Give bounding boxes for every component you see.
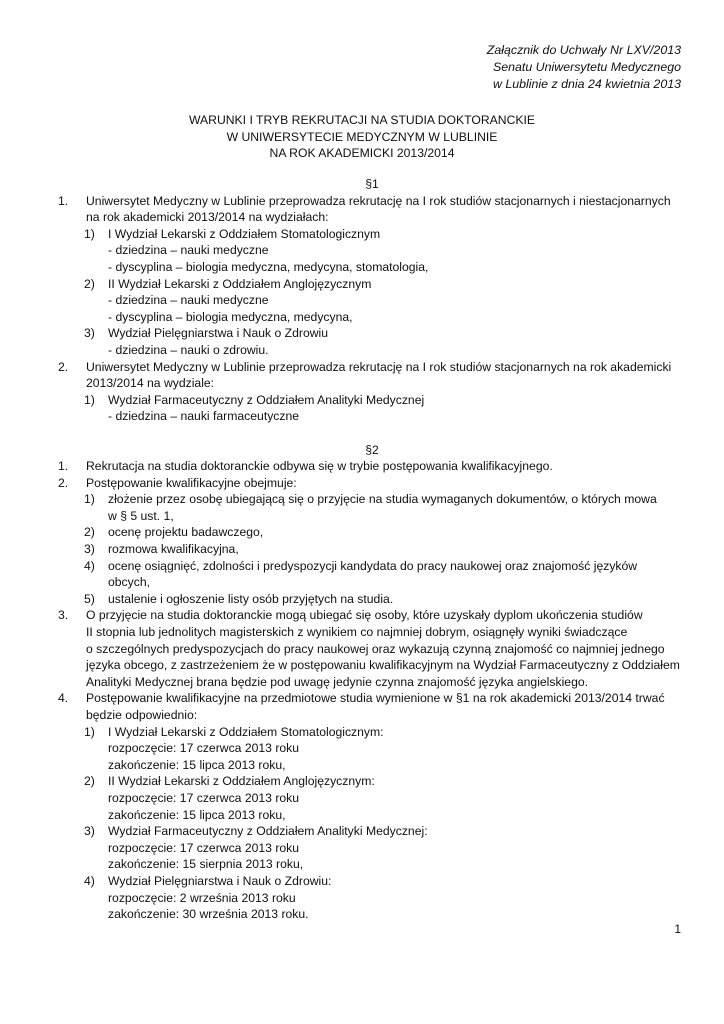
point-text-line: na rok akademicki 2013/2014 na wydziałach: bbox=[86, 210, 329, 225]
item-detail: - dziedzina – nauki medyczne bbox=[108, 243, 269, 258]
point-text-line: 2013/2014 na wydziale: bbox=[86, 376, 215, 391]
item-number: 3) bbox=[84, 542, 95, 557]
item-detail: - dziedzina – nauki farmaceutyczne bbox=[108, 409, 300, 424]
item-text: I Wydział Lekarski z Oddziałem Stomatologicznym: bbox=[108, 724, 384, 739]
point-number: 4. bbox=[58, 691, 69, 706]
point-text-line: O przyjęcie na studia doktoranckie mogą ubiegać się osoby, które uzyskały dyplom ukończenia studiów bbox=[86, 608, 643, 623]
start-date: rozpoczęcie: 2 września 2013 roku bbox=[108, 890, 296, 905]
s2-item-1 bbox=[62, 491, 682, 524]
title-line-3: NA ROK AKADEMICKI 2013/2014 bbox=[269, 146, 455, 160]
item-number: 1) bbox=[84, 392, 95, 407]
item-number: 2) bbox=[84, 774, 95, 789]
s1-p2-item-1 bbox=[62, 392, 682, 425]
document-body bbox=[58, 176, 682, 923]
s2-p4-item-2 bbox=[62, 773, 682, 823]
s2-point-3 bbox=[58, 607, 682, 690]
point-text-line: Uniwersytet Medyczny w Lublinie przeprowadza rekrutację na I rok studiów stacjonarnych i niestacjonarnych bbox=[86, 193, 671, 208]
item-text: Wydział Pielęgniarstwa i Nauk o Zdrowiu bbox=[108, 326, 329, 341]
s2-point-4 bbox=[58, 690, 682, 723]
s2-p4-item-1 bbox=[62, 724, 682, 774]
point-text-line: Postępowanie kwalifikacyjne na przedmiotowe studia wymienione w §1 na rok akademicki 2013/2014 trwać bbox=[86, 691, 665, 706]
section-1-heading: §1 bbox=[365, 177, 379, 191]
section-2-heading: §2 bbox=[365, 442, 379, 457]
item-number: 1) bbox=[84, 226, 95, 241]
end-date: zakończenie: 15 lipca 2013 roku, bbox=[108, 757, 286, 772]
header-line-3: w Lublinie z dnia 24 kwietnia 2013 bbox=[492, 77, 681, 91]
point-number: 3. bbox=[58, 608, 69, 623]
header-line-2: Senatu Uniwersytetu Medycznego bbox=[492, 60, 681, 74]
item-number: 1) bbox=[84, 724, 95, 739]
start-date: rozpoczęcie: 17 czerwca 2013 roku bbox=[108, 840, 300, 855]
item-detail: - dyscyplina – biologia medyczna, medycyna, bbox=[108, 309, 353, 324]
s1-point-1 bbox=[58, 193, 682, 226]
item-number: 2) bbox=[84, 525, 95, 540]
item-number: 1) bbox=[84, 492, 95, 507]
attachment-header bbox=[487, 42, 681, 93]
item-text: rozmowa kwalifikacyjna, bbox=[108, 542, 239, 557]
point-text-line: o szczególnych predyspozycjach do pracy naukowej oraz wykazują czynną znajomość co najmniej jednego bbox=[86, 641, 665, 656]
point-text-line: będzie odpowiednio: bbox=[86, 708, 198, 722]
item-text: I Wydział Lekarski z Oddziałem Stomatologicznym bbox=[108, 226, 381, 241]
item-text: ocenę osiągnięć, zdolności i predyspozycji kandydata do pracy naukowej oraz znajomość języków bbox=[108, 558, 638, 573]
s1-point-2 bbox=[58, 359, 682, 392]
point-text-line: Uniwersytet Medyczny w Lublinie przeprowadza rekrutację na I rok studiów stacjonarnych na rok akademicki bbox=[86, 359, 672, 374]
start-date: rozpoczęcie: 17 czerwca 2013 roku bbox=[108, 790, 300, 805]
item-number: 5) bbox=[84, 591, 95, 606]
title-line-1: WARUNKI I TRYB REKRUTACJI NA STUDIA DOKTORANCKIE bbox=[188, 113, 536, 127]
item-text: Wydział Pielęgniarstwa i Nauk o Zdrowiu: bbox=[108, 873, 332, 888]
s1-item-3 bbox=[62, 325, 682, 358]
s2-point-1 bbox=[58, 458, 682, 475]
item-number: 3) bbox=[84, 824, 95, 839]
s2-item-4 bbox=[62, 558, 682, 591]
item-text: Wydział Farmaceutyczny z Oddziałem Analityki Medycznej: bbox=[108, 824, 428, 839]
point-number: 1. bbox=[58, 459, 69, 474]
document-title bbox=[0, 112, 724, 162]
point-text-line: Postępowanie kwalifikacyjne obejmuje: bbox=[86, 475, 297, 490]
item-detail: - dziedzina – nauki o zdrowiu. bbox=[108, 342, 269, 357]
s2-item-3 bbox=[62, 541, 682, 558]
point-number: 2. bbox=[58, 359, 69, 374]
item-text: Wydział Farmaceutyczny z Oddziałem Analityki Medycznej bbox=[108, 392, 425, 407]
point-text-line: II stopnia lub jednolitych magisterskich z wynikiem co najmniej dobrym, osiągnęły wyniki świadczące bbox=[86, 625, 628, 640]
item-text: II Wydział Lekarski z Oddziałem Anglojęzycznym bbox=[108, 276, 372, 291]
point-text-line: języka obcego, z zastrzeżeniem że w postępowaniu kwalifikacyjnym na Wydział Farmaceutyczny z Oddziałem bbox=[86, 658, 680, 673]
end-date: zakończenie: 15 sierpnia 2013 roku, bbox=[108, 857, 304, 872]
item-text: złożenie przez osobę ubiegającą się o przyjęcie na studia wymaganych dokumentów, o których mowa bbox=[108, 492, 657, 507]
item-number: 4) bbox=[84, 873, 95, 888]
point-number: 1. bbox=[58, 193, 69, 208]
s1-item-2 bbox=[62, 276, 682, 326]
page-number: 1 bbox=[674, 922, 681, 936]
s2-item-2 bbox=[62, 524, 682, 541]
point-number: 2. bbox=[58, 475, 69, 490]
item-number: 4) bbox=[84, 558, 95, 573]
item-text: II Wydział Lekarski z Oddziałem Anglojęzycznym: bbox=[108, 774, 375, 789]
s2-point-2 bbox=[58, 475, 682, 492]
item-text: w § 5 ust. 1, bbox=[108, 508, 174, 523]
title-line-2: W UNIWERSYTECIE MEDYCZNYM W LUBLINIE bbox=[226, 129, 498, 144]
s2-p4-item-4 bbox=[62, 873, 682, 923]
s1-item-1 bbox=[62, 226, 682, 276]
end-date: zakończenie: 15 lipca 2013 roku, bbox=[108, 807, 286, 822]
item-detail: - dziedzina – nauki medyczne bbox=[108, 293, 269, 308]
item-number: 3) bbox=[84, 326, 95, 341]
point-text-line: Analityki Medycznej brana będzie pod uwagę jedynie czynna znajomość języka angielskiego. bbox=[86, 674, 589, 689]
s2-item-5 bbox=[62, 591, 682, 608]
item-detail: - dyscyplina – biologia medyczna, medycyna, stomatologia, bbox=[108, 259, 429, 274]
header-line-1: Załącznik do Uchwały Nr LXV/2013 bbox=[486, 43, 681, 57]
item-text: ustalenie i ogłoszenie listy osób przyjętych na studia. bbox=[108, 591, 394, 606]
s2-p4-item-3 bbox=[62, 823, 682, 873]
item-number: 2) bbox=[84, 276, 95, 291]
item-text: obcych, bbox=[108, 575, 151, 590]
point-text-line: Rekrutacja na studia doktoranckie odbywa się w trybie postępowania kwalifikacyjnego. bbox=[86, 459, 553, 474]
item-text: ocenę projektu badawczego, bbox=[108, 525, 264, 540]
start-date: rozpoczęcie: 17 czerwca 2013 roku bbox=[108, 741, 300, 756]
end-date: zakończenie: 30 września 2013 roku. bbox=[108, 907, 309, 922]
